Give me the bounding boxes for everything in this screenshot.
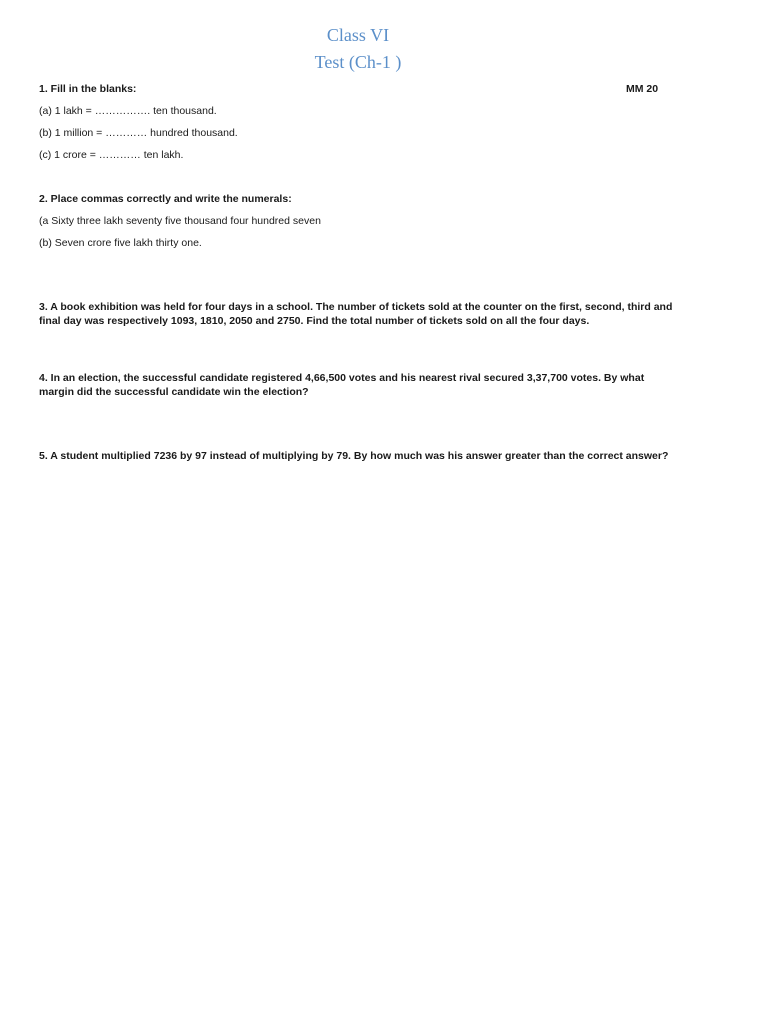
question-2-part-a: (a Sixty three lakh seventy five thousand four hundred seven: [39, 215, 321, 227]
question-1-part-c: (c) 1 crore = ………… ten lakh.: [39, 149, 184, 161]
question-1-part-a: (a) 1 lakh = ……………. ten thousand.: [39, 105, 217, 117]
question-3: 3. A book exhibition was held for four days in a school. The number of tickets sold at the counter on the first, second, third and final day was respectively 1093, 1810, 2050 and 2750. Find the total number of tickets sold on all the four days.: [39, 301, 673, 327]
question-1-part-b: (b) 1 million = ………… hundred thousand.: [39, 127, 238, 139]
max-marks: MM 20: [626, 83, 659, 95]
question-4: 4. In an election, the successful candidate registered 4,66,500 votes and his nearest rival secured 3,37,700 votes. By what margin did the successful candidate win the election?: [39, 372, 645, 398]
question-2-heading: 2. Place commas correctly and write the numerals:: [39, 193, 292, 205]
question-2-part-b: (b) Seven crore five lakh thirty one.: [39, 237, 202, 249]
page-title: Class VI: [326, 25, 390, 45]
question-1-heading: 1. Fill in the blanks:: [39, 83, 137, 95]
question-5: 5. A student multiplied 7236 by 97 instead of multiplying by 79. By how much was his answer greater than the correct answer?: [39, 450, 669, 462]
page-subtitle: Test (Ch-1 ): [314, 52, 402, 72]
